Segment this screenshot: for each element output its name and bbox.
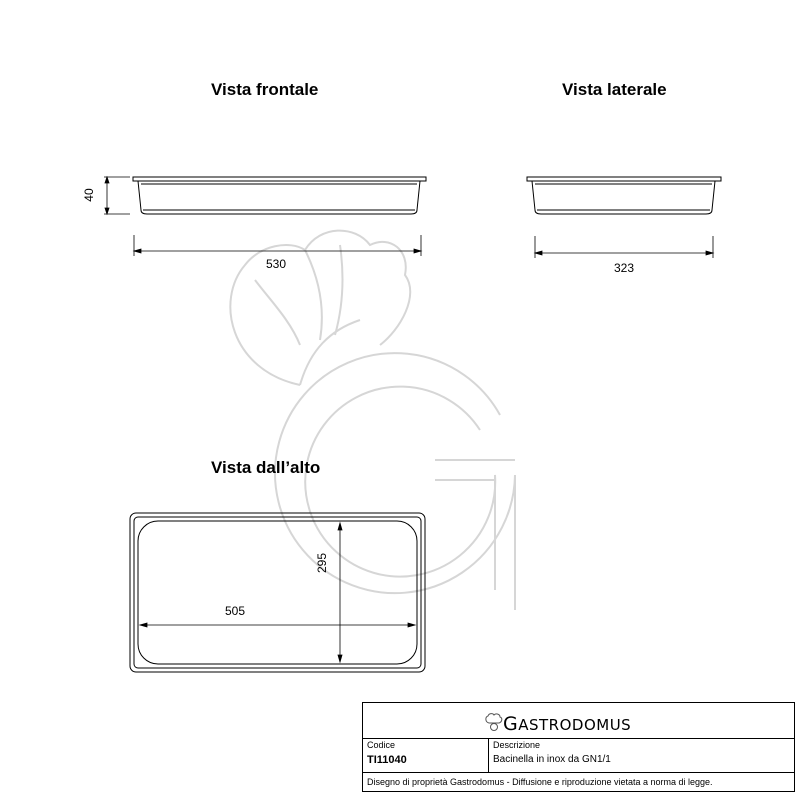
ownership-notice: Disegno di proprietà Gastrodomus - Diffusione e riproduzione vietata a norma di legge.	[367, 777, 713, 787]
code-value: TI11040	[367, 754, 407, 766]
side-view-title: Vista laterale	[562, 80, 667, 99]
code-cell	[363, 739, 489, 772]
chef-hat-icon	[485, 711, 503, 731]
side-width-label: 323	[614, 261, 635, 275]
top-length-label: 505	[225, 604, 246, 618]
description-label: Descrizione	[493, 740, 541, 750]
description-value: Bacinella in inox da GN1/1	[493, 754, 611, 765]
title-block	[362, 702, 795, 792]
description-cell	[489, 739, 794, 772]
side-width-dimension	[535, 236, 713, 258]
brand-rest: ASTRODOMUS	[518, 716, 632, 734]
brand-name	[503, 713, 631, 735]
front-height-dimension	[104, 177, 130, 214]
top-length-dimension	[140, 623, 415, 627]
front-width-label: 530	[266, 257, 287, 271]
brand-initial: G	[503, 713, 519, 735]
front-height-label: 40	[82, 188, 96, 202]
top-width-label: 295	[315, 552, 329, 574]
top-view-title: Vista dall’alto	[211, 458, 321, 477]
top-width-dimension	[338, 523, 342, 662]
watermark-logo-icon	[230, 231, 515, 610]
front-view-title: Vista frontale	[211, 80, 319, 99]
side-view-drawing	[527, 177, 721, 214]
title-block-logo	[363, 703, 794, 739]
front-view-drawing	[133, 177, 426, 214]
code-label: Codice	[367, 740, 396, 750]
title-block-info-row	[363, 739, 794, 773]
